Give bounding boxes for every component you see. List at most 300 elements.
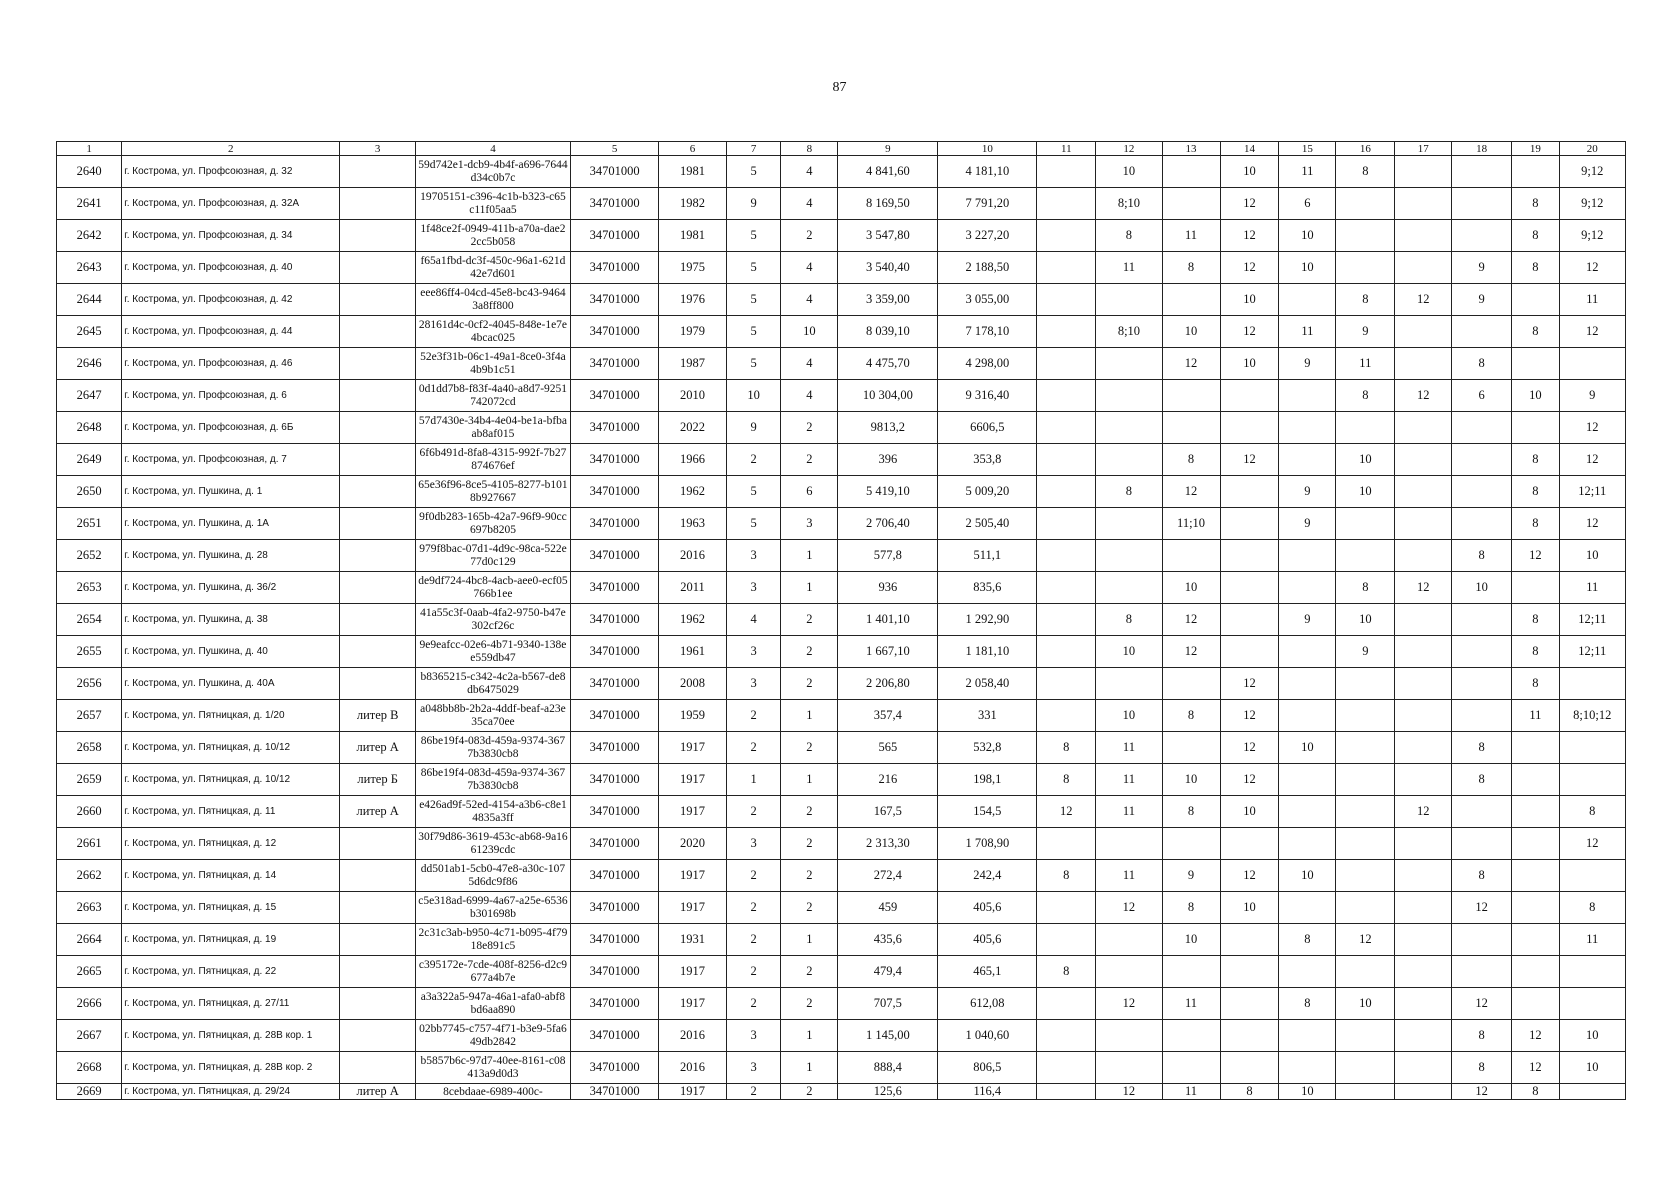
cell-col-15 bbox=[1279, 796, 1336, 828]
column-header-14: 14 bbox=[1220, 142, 1279, 156]
cell-col-18 bbox=[1452, 156, 1512, 188]
housing-registry-table-wrapper bbox=[56, 141, 1626, 1100]
cell-guid: 30f79d86-3619-453c-ab68-9a1661239cdc bbox=[416, 828, 571, 860]
table-row bbox=[57, 540, 1626, 572]
cell-col-12 bbox=[1096, 572, 1162, 604]
cell-col-11 bbox=[1037, 1052, 1096, 1084]
cell-col-19: 12 bbox=[1512, 540, 1559, 572]
cell-entrances: 2 bbox=[781, 636, 838, 668]
cell-col-15 bbox=[1279, 956, 1336, 988]
cell-address: г. Кострома, ул. Профсоюзная, д. 44 bbox=[122, 316, 340, 348]
cell-col-11 bbox=[1037, 252, 1096, 284]
cell-col-18 bbox=[1452, 508, 1512, 540]
cell-living-area: 353,8 bbox=[938, 444, 1037, 476]
cell-living-area: 3 055,00 bbox=[938, 284, 1037, 316]
cell-col-19 bbox=[1512, 764, 1559, 796]
table-row bbox=[57, 508, 1626, 540]
cell-address: г. Кострома, ул. Пятницкая, д. 11 bbox=[122, 796, 340, 828]
column-header-13: 13 bbox=[1162, 142, 1220, 156]
cell-address: г. Кострома, ул. Профсоюзная, д. 7 bbox=[122, 444, 340, 476]
cell-floors: 2 bbox=[726, 700, 781, 732]
cell-floors: 9 bbox=[726, 412, 781, 444]
cell-col-16: 12 bbox=[1336, 924, 1395, 956]
cell-col-19: 8 bbox=[1512, 188, 1559, 220]
cell-guid: 28161d4c-0cf2-4045-848e-1e7e4bcac025 bbox=[416, 316, 571, 348]
cell-col-17 bbox=[1395, 956, 1452, 988]
cell-year-built: 1917 bbox=[659, 796, 726, 828]
column-header-4: 4 bbox=[416, 142, 571, 156]
cell-address: г. Кострома, ул. Пушкина, д. 36/2 bbox=[122, 572, 340, 604]
cell-col-17 bbox=[1395, 764, 1452, 796]
cell-col-20 bbox=[1559, 956, 1625, 988]
cell-col-11: 8 bbox=[1037, 764, 1096, 796]
cell-address: г. Кострома, ул. Пятницкая, д. 28В кор. 1 bbox=[122, 1020, 340, 1052]
cell-oktmo-code: 34701000 bbox=[570, 668, 658, 700]
cell-year-built: 1981 bbox=[659, 220, 726, 252]
cell-col-11: 8 bbox=[1037, 956, 1096, 988]
table-row bbox=[57, 1052, 1626, 1084]
column-header-17: 17 bbox=[1395, 142, 1452, 156]
cell-year-built: 2008 bbox=[659, 668, 726, 700]
cell-col-15: 10 bbox=[1279, 220, 1336, 252]
cell-guid: 979f8bac-07d1-4d9c-98ca-522e77d0c129 bbox=[416, 540, 571, 572]
cell-col-12 bbox=[1096, 508, 1162, 540]
cell-living-area: 1 181,10 bbox=[938, 636, 1037, 668]
cell-year-built: 2016 bbox=[659, 1052, 726, 1084]
cell-building-letter bbox=[340, 860, 416, 892]
cell-col-14: 12 bbox=[1220, 220, 1279, 252]
cell-building-letter bbox=[340, 220, 416, 252]
cell-living-area: 7 178,10 bbox=[938, 316, 1037, 348]
cell-col-11 bbox=[1037, 668, 1096, 700]
cell-col-17 bbox=[1395, 316, 1452, 348]
cell-living-area: 1 292,90 bbox=[938, 604, 1037, 636]
cell-entrances: 1 bbox=[781, 1020, 838, 1052]
cell-guid: 6f6b491d-8fa8-4315-992f-7b27874676ef bbox=[416, 444, 571, 476]
cell-entrances: 2 bbox=[781, 412, 838, 444]
cell-total-area: 8 169,50 bbox=[838, 188, 938, 220]
cell-address: г. Кострома, ул. Профсоюзная, д. 42 bbox=[122, 284, 340, 316]
cell-address: г. Кострома, ул. Пушкина, д. 28 bbox=[122, 540, 340, 572]
cell-entrances: 2 bbox=[781, 1084, 838, 1100]
cell-floors: 2 bbox=[726, 444, 781, 476]
cell-oktmo-code: 34701000 bbox=[570, 508, 658, 540]
cell-col-15: 10 bbox=[1279, 252, 1336, 284]
cell-entrances: 1 bbox=[781, 572, 838, 604]
cell-total-area: 1 145,00 bbox=[838, 1020, 938, 1052]
cell-col-14 bbox=[1220, 924, 1279, 956]
cell-col-13: 12 bbox=[1162, 348, 1220, 380]
cell-col-20: 10 bbox=[1559, 540, 1625, 572]
cell-oktmo-code: 34701000 bbox=[570, 732, 658, 764]
cell-living-area: 9 316,40 bbox=[938, 380, 1037, 412]
cell-col-13: 12 bbox=[1162, 476, 1220, 508]
cell-col-13: 10 bbox=[1162, 924, 1220, 956]
cell-col-20: 12 bbox=[1559, 412, 1625, 444]
cell-building-letter bbox=[340, 924, 416, 956]
cell-guid: a3a322a5-947a-46a1-afa0-abf8bd6aa890 bbox=[416, 988, 571, 1020]
cell-col-13 bbox=[1162, 1052, 1220, 1084]
cell-address: г. Кострома, ул. Профсоюзная, д. 32 bbox=[122, 156, 340, 188]
cell-col-12: 11 bbox=[1096, 860, 1162, 892]
cell-col-16 bbox=[1336, 508, 1395, 540]
cell-building-letter bbox=[340, 668, 416, 700]
table-row bbox=[57, 348, 1626, 380]
cell-col-17 bbox=[1395, 188, 1452, 220]
table-row bbox=[57, 636, 1626, 668]
cell-col-12 bbox=[1096, 924, 1162, 956]
cell-address: г. Кострома, ул. Профсоюзная, д. 34 bbox=[122, 220, 340, 252]
cell-building-letter bbox=[340, 156, 416, 188]
cell-year-built: 1962 bbox=[659, 476, 726, 508]
cell-guid: b5857b6c-97d7-40ee-8161-c08413a9d0d3 bbox=[416, 1052, 571, 1084]
cell-guid: 19705151-c396-4c1b-b323-c65c11f05aa5 bbox=[416, 188, 571, 220]
cell-col-20: 12 bbox=[1559, 316, 1625, 348]
cell-col-11 bbox=[1037, 284, 1096, 316]
cell-row-number: 2655 bbox=[57, 636, 122, 668]
cell-col-16: 10 bbox=[1336, 988, 1395, 1020]
cell-col-16 bbox=[1336, 220, 1395, 252]
cell-guid: b8365215-c342-4c2a-b567-de8db6475029 bbox=[416, 668, 571, 700]
cell-col-19 bbox=[1512, 796, 1559, 828]
column-header-15: 15 bbox=[1279, 142, 1336, 156]
cell-total-area: 1 401,10 bbox=[838, 604, 938, 636]
cell-col-16 bbox=[1336, 892, 1395, 924]
cell-col-17 bbox=[1395, 700, 1452, 732]
column-header-10: 10 bbox=[938, 142, 1037, 156]
cell-col-14: 12 bbox=[1220, 732, 1279, 764]
cell-address: г. Кострома, ул. Пятницкая, д. 1/20 bbox=[122, 700, 340, 732]
cell-col-13 bbox=[1162, 732, 1220, 764]
cell-col-14: 12 bbox=[1220, 700, 1279, 732]
cell-oktmo-code: 34701000 bbox=[570, 188, 658, 220]
cell-col-14 bbox=[1220, 380, 1279, 412]
cell-building-letter bbox=[340, 476, 416, 508]
cell-living-area: 4 298,00 bbox=[938, 348, 1037, 380]
cell-col-17: 12 bbox=[1395, 572, 1452, 604]
cell-col-14 bbox=[1220, 572, 1279, 604]
cell-guid: 0d1dd7b8-f83f-4a40-a8d7-9251742072cd bbox=[416, 380, 571, 412]
cell-col-16 bbox=[1336, 1084, 1395, 1100]
cell-col-18: 8 bbox=[1452, 764, 1512, 796]
cell-col-20 bbox=[1559, 348, 1625, 380]
cell-oktmo-code: 34701000 bbox=[570, 988, 658, 1020]
cell-address: г. Кострома, ул. Пятницкая, д. 19 bbox=[122, 924, 340, 956]
cell-floors: 5 bbox=[726, 252, 781, 284]
cell-col-18: 10 bbox=[1452, 572, 1512, 604]
cell-col-19 bbox=[1512, 860, 1559, 892]
table-row bbox=[57, 604, 1626, 636]
cell-address: г. Кострома, ул. Пушкина, д. 38 bbox=[122, 604, 340, 636]
cell-year-built: 2016 bbox=[659, 540, 726, 572]
cell-oktmo-code: 34701000 bbox=[570, 220, 658, 252]
cell-col-13 bbox=[1162, 1020, 1220, 1052]
cell-row-number: 2658 bbox=[57, 732, 122, 764]
cell-col-13: 8 bbox=[1162, 444, 1220, 476]
cell-col-17 bbox=[1395, 348, 1452, 380]
cell-col-18: 12 bbox=[1452, 988, 1512, 1020]
cell-col-19: 8 bbox=[1512, 668, 1559, 700]
cell-row-number: 2667 bbox=[57, 1020, 122, 1052]
cell-guid: 57d7430e-34b4-4e04-be1a-bfbaab8af015 bbox=[416, 412, 571, 444]
cell-col-17: 12 bbox=[1395, 284, 1452, 316]
cell-address: г. Кострома, ул. Пушкина, д. 1 bbox=[122, 476, 340, 508]
cell-col-13: 11;10 bbox=[1162, 508, 1220, 540]
cell-living-area: 7 791,20 bbox=[938, 188, 1037, 220]
cell-col-19 bbox=[1512, 572, 1559, 604]
cell-col-19 bbox=[1512, 924, 1559, 956]
column-header-7: 7 bbox=[726, 142, 781, 156]
cell-col-17 bbox=[1395, 892, 1452, 924]
cell-year-built: 1975 bbox=[659, 252, 726, 284]
cell-row-number: 2663 bbox=[57, 892, 122, 924]
cell-col-17 bbox=[1395, 636, 1452, 668]
cell-address: г. Кострома, ул. Пятницкая, д. 22 bbox=[122, 956, 340, 988]
cell-col-20: 8 bbox=[1559, 796, 1625, 828]
cell-col-16: 9 bbox=[1336, 636, 1395, 668]
cell-col-18 bbox=[1452, 924, 1512, 956]
cell-oktmo-code: 34701000 bbox=[570, 700, 658, 732]
cell-total-area: 435,6 bbox=[838, 924, 938, 956]
cell-guid: e426ad9f-52ed-4154-a3b6-c8e14835a3ff bbox=[416, 796, 571, 828]
cell-col-16: 10 bbox=[1336, 604, 1395, 636]
cell-living-area: 405,6 bbox=[938, 892, 1037, 924]
cell-building-letter bbox=[340, 508, 416, 540]
cell-total-area: 3 547,80 bbox=[838, 220, 938, 252]
cell-col-12: 10 bbox=[1096, 636, 1162, 668]
cell-year-built: 1987 bbox=[659, 348, 726, 380]
cell-entrances: 2 bbox=[781, 796, 838, 828]
cell-year-built: 2010 bbox=[659, 380, 726, 412]
cell-col-18: 8 bbox=[1452, 540, 1512, 572]
cell-total-area: 479,4 bbox=[838, 956, 938, 988]
cell-guid: 8cebdaae-6989-400c- bbox=[416, 1084, 571, 1100]
cell-col-13: 11 bbox=[1162, 988, 1220, 1020]
cell-col-15 bbox=[1279, 444, 1336, 476]
cell-entrances: 4 bbox=[781, 188, 838, 220]
cell-living-area: 6606,5 bbox=[938, 412, 1037, 444]
cell-building-letter bbox=[340, 988, 416, 1020]
cell-building-letter bbox=[340, 604, 416, 636]
cell-col-13: 8 bbox=[1162, 796, 1220, 828]
cell-col-20 bbox=[1559, 988, 1625, 1020]
cell-col-13: 12 bbox=[1162, 636, 1220, 668]
table-row bbox=[57, 1020, 1626, 1052]
cell-col-16 bbox=[1336, 1020, 1395, 1052]
cell-year-built: 1917 bbox=[659, 764, 726, 796]
cell-col-13 bbox=[1162, 828, 1220, 860]
cell-col-19: 12 bbox=[1512, 1020, 1559, 1052]
cell-col-11 bbox=[1037, 348, 1096, 380]
cell-col-11: 8 bbox=[1037, 860, 1096, 892]
cell-guid: de9df724-4bc8-4acb-aee0-ecf05766b1ee bbox=[416, 572, 571, 604]
cell-col-11 bbox=[1037, 1084, 1096, 1100]
column-header-20: 20 bbox=[1559, 142, 1625, 156]
cell-col-15: 10 bbox=[1279, 1084, 1336, 1100]
cell-col-14 bbox=[1220, 540, 1279, 572]
cell-entrances: 2 bbox=[781, 956, 838, 988]
cell-col-18 bbox=[1452, 828, 1512, 860]
cell-entrances: 2 bbox=[781, 988, 838, 1020]
cell-col-17 bbox=[1395, 540, 1452, 572]
cell-floors: 3 bbox=[726, 572, 781, 604]
cell-guid: f65a1fbd-dc3f-450c-96a1-621d42e7d601 bbox=[416, 252, 571, 284]
cell-row-number: 2666 bbox=[57, 988, 122, 1020]
cell-col-16: 8 bbox=[1336, 284, 1395, 316]
cell-col-16 bbox=[1336, 668, 1395, 700]
cell-year-built: 1917 bbox=[659, 892, 726, 924]
cell-row-number: 2653 bbox=[57, 572, 122, 604]
cell-col-14: 12 bbox=[1220, 860, 1279, 892]
cell-living-area: 331 bbox=[938, 700, 1037, 732]
cell-col-16 bbox=[1336, 796, 1395, 828]
cell-row-number: 2661 bbox=[57, 828, 122, 860]
cell-building-letter bbox=[340, 572, 416, 604]
cell-building-letter bbox=[340, 892, 416, 924]
column-header-8: 8 bbox=[781, 142, 838, 156]
cell-col-12 bbox=[1096, 412, 1162, 444]
cell-oktmo-code: 34701000 bbox=[570, 892, 658, 924]
cell-total-area: 272,4 bbox=[838, 860, 938, 892]
cell-col-11 bbox=[1037, 828, 1096, 860]
cell-col-20: 10 bbox=[1559, 1020, 1625, 1052]
cell-col-18: 8 bbox=[1452, 348, 1512, 380]
cell-col-11 bbox=[1037, 1020, 1096, 1052]
cell-col-20: 9 bbox=[1559, 380, 1625, 412]
cell-year-built: 2020 bbox=[659, 828, 726, 860]
cell-col-19 bbox=[1512, 284, 1559, 316]
cell-address: г. Кострома, ул. Профсоюзная, д. 46 bbox=[122, 348, 340, 380]
cell-year-built: 1961 bbox=[659, 636, 726, 668]
cell-oktmo-code: 34701000 bbox=[570, 156, 658, 188]
cell-col-19 bbox=[1512, 956, 1559, 988]
cell-entrances: 2 bbox=[781, 220, 838, 252]
cell-col-15 bbox=[1279, 828, 1336, 860]
cell-col-18: 8 bbox=[1452, 860, 1512, 892]
cell-col-14: 12 bbox=[1220, 316, 1279, 348]
cell-entrances: 2 bbox=[781, 604, 838, 636]
cell-living-area: 2 505,40 bbox=[938, 508, 1037, 540]
cell-col-20: 9;12 bbox=[1559, 188, 1625, 220]
housing-registry-table bbox=[56, 141, 1626, 1100]
cell-entrances: 4 bbox=[781, 284, 838, 316]
cell-col-15 bbox=[1279, 572, 1336, 604]
cell-col-13 bbox=[1162, 284, 1220, 316]
cell-col-16: 10 bbox=[1336, 476, 1395, 508]
cell-col-18 bbox=[1452, 668, 1512, 700]
cell-col-20: 11 bbox=[1559, 924, 1625, 956]
cell-living-area: 806,5 bbox=[938, 1052, 1037, 1084]
cell-col-14 bbox=[1220, 508, 1279, 540]
cell-floors: 2 bbox=[726, 924, 781, 956]
cell-guid: a048bb8b-2b2a-4ddf-beaf-a23e35ca70ee bbox=[416, 700, 571, 732]
cell-guid: c395172e-7cde-408f-8256-d2c9677a4b7e bbox=[416, 956, 571, 988]
cell-col-11 bbox=[1037, 892, 1096, 924]
cell-col-19: 8 bbox=[1512, 252, 1559, 284]
cell-col-20: 12 bbox=[1559, 508, 1625, 540]
cell-guid: 9f0db283-165b-42a7-96f9-90cc697b8205 bbox=[416, 508, 571, 540]
cell-row-number: 2664 bbox=[57, 924, 122, 956]
cell-entrances: 6 bbox=[781, 476, 838, 508]
cell-floors: 3 bbox=[726, 540, 781, 572]
cell-address: г. Кострома, ул. Пятницкая, д. 12 bbox=[122, 828, 340, 860]
cell-building-letter: литер В bbox=[340, 700, 416, 732]
page-number: 87 bbox=[832, 80, 847, 95]
cell-col-14 bbox=[1220, 476, 1279, 508]
cell-col-14: 10 bbox=[1220, 892, 1279, 924]
cell-total-area: 577,8 bbox=[838, 540, 938, 572]
cell-year-built: 1979 bbox=[659, 316, 726, 348]
cell-col-14 bbox=[1220, 604, 1279, 636]
cell-col-18 bbox=[1452, 604, 1512, 636]
cell-floors: 3 bbox=[726, 828, 781, 860]
cell-col-13: 10 bbox=[1162, 572, 1220, 604]
cell-total-area: 125,6 bbox=[838, 1084, 938, 1100]
cell-col-15 bbox=[1279, 764, 1336, 796]
cell-oktmo-code: 34701000 bbox=[570, 1020, 658, 1052]
cell-col-13 bbox=[1162, 668, 1220, 700]
cell-col-15 bbox=[1279, 380, 1336, 412]
cell-year-built: 1982 bbox=[659, 188, 726, 220]
cell-living-area: 3 227,20 bbox=[938, 220, 1037, 252]
cell-floors: 5 bbox=[726, 348, 781, 380]
table-header-row bbox=[57, 142, 1626, 156]
column-header-12: 12 bbox=[1096, 142, 1162, 156]
cell-col-17 bbox=[1395, 732, 1452, 764]
cell-col-20: 8;10;12 bbox=[1559, 700, 1625, 732]
cell-col-17 bbox=[1395, 828, 1452, 860]
cell-total-area: 396 bbox=[838, 444, 938, 476]
cell-year-built: 1981 bbox=[659, 156, 726, 188]
cell-entrances: 1 bbox=[781, 1052, 838, 1084]
cell-col-17 bbox=[1395, 476, 1452, 508]
cell-col-14 bbox=[1220, 636, 1279, 668]
cell-col-11 bbox=[1037, 476, 1096, 508]
cell-col-14: 12 bbox=[1220, 444, 1279, 476]
cell-total-area: 4 841,60 bbox=[838, 156, 938, 188]
cell-row-number: 2651 bbox=[57, 508, 122, 540]
cell-year-built: 1966 bbox=[659, 444, 726, 476]
cell-floors: 5 bbox=[726, 316, 781, 348]
cell-address: г. Кострома, ул. Пятницкая, д. 15 bbox=[122, 892, 340, 924]
cell-living-area: 612,08 bbox=[938, 988, 1037, 1020]
cell-floors: 9 bbox=[726, 188, 781, 220]
cell-col-17: 12 bbox=[1395, 380, 1452, 412]
cell-col-17 bbox=[1395, 668, 1452, 700]
cell-entrances: 1 bbox=[781, 924, 838, 956]
table-row bbox=[57, 476, 1626, 508]
cell-oktmo-code: 34701000 bbox=[570, 348, 658, 380]
cell-row-number: 2662 bbox=[57, 860, 122, 892]
cell-col-14: 12 bbox=[1220, 764, 1279, 796]
cell-guid: 2c31c3ab-b950-4c71-b095-4f7918e891c5 bbox=[416, 924, 571, 956]
cell-col-12: 8;10 bbox=[1096, 316, 1162, 348]
cell-row-number: 2656 bbox=[57, 668, 122, 700]
cell-col-11 bbox=[1037, 508, 1096, 540]
cell-floors: 3 bbox=[726, 1020, 781, 1052]
cell-col-12: 11 bbox=[1096, 732, 1162, 764]
cell-col-11 bbox=[1037, 924, 1096, 956]
cell-oktmo-code: 34701000 bbox=[570, 764, 658, 796]
cell-living-area: 4 181,10 bbox=[938, 156, 1037, 188]
cell-floors: 5 bbox=[726, 220, 781, 252]
cell-col-11 bbox=[1037, 444, 1096, 476]
cell-building-letter bbox=[340, 540, 416, 572]
cell-col-16 bbox=[1336, 540, 1395, 572]
cell-col-15 bbox=[1279, 636, 1336, 668]
cell-floors: 10 bbox=[726, 380, 781, 412]
cell-col-18: 8 bbox=[1452, 732, 1512, 764]
